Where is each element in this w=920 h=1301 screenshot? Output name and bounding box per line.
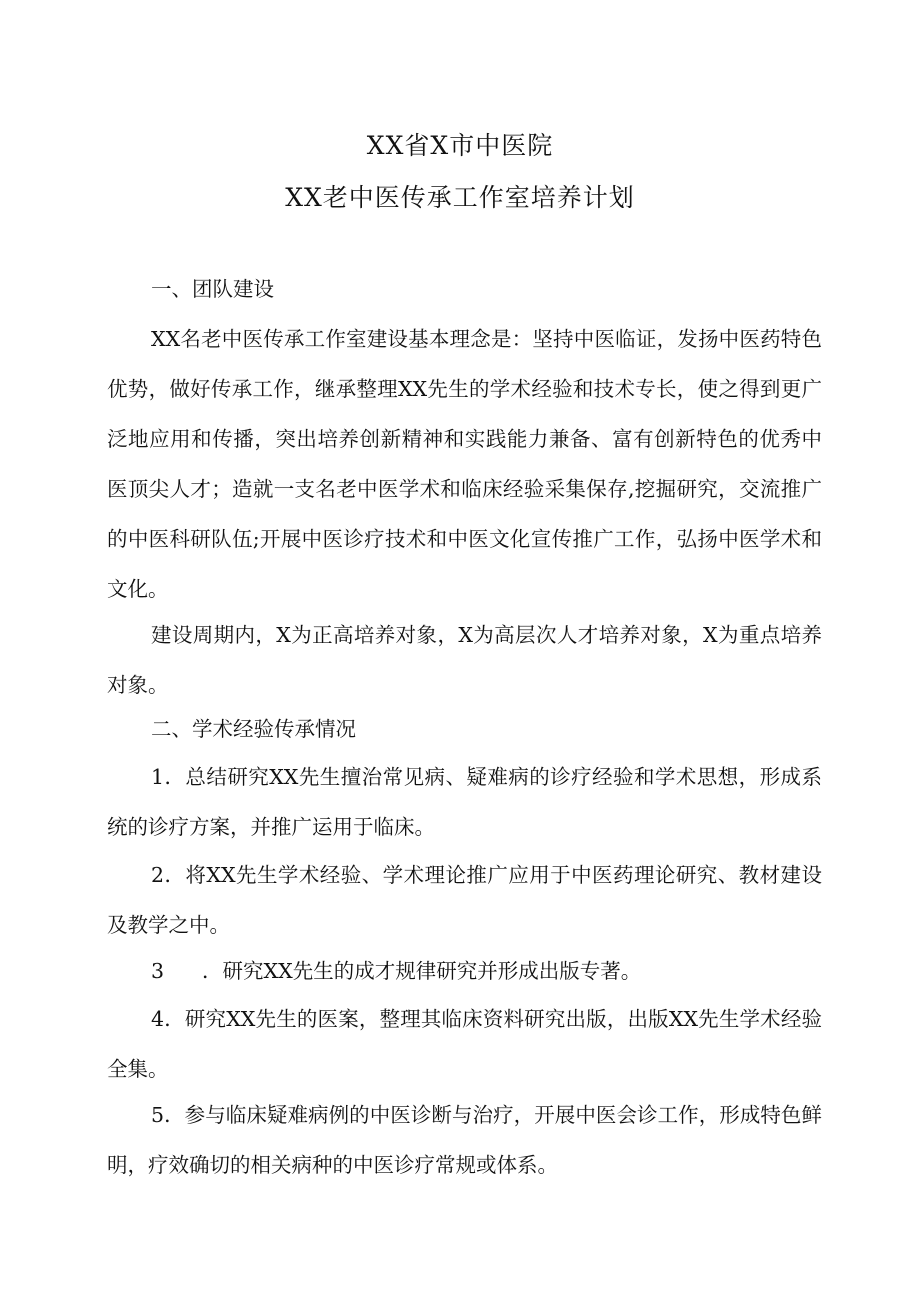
list-item — [107, 994, 822, 1094]
section-heading-team-building: 一、团队建设 — [151, 277, 274, 301]
list-item-text: ．参与临床疑难病例的中医诊断与治疗，开展中医会诊工作，形成特色鲜明，疗效确切的相关病种的中医诊疗常规或体系。 — [107, 1103, 822, 1177]
document-title-hospital: XX省X市中医院 — [366, 131, 554, 160]
list-item-number: 4 — [151, 1007, 165, 1031]
list-item-text: ．将XX先生学术经验、学术理论推广应用于中医药理论研究、教材建设及教学之中。 — [107, 863, 822, 937]
list-item-number: 2 — [151, 863, 165, 887]
paragraph-cultivation-targets: 建设周期内，X为正高培养对象，X为高层次人才培养对象，X为重点培养对象。 — [107, 623, 822, 697]
list-item — [107, 1090, 822, 1190]
list-item-number: 3 — [151, 959, 165, 983]
list-item-number: 5 — [151, 1103, 165, 1127]
list-item-text: ．研究XX先生的成才规律研究并形成出版专著。 — [202, 959, 642, 983]
list-item — [107, 752, 822, 852]
list-item-text: ．研究XX先生的医案，整理其临床资料研究出版，出版XX先生学术经验全集。 — [107, 1007, 822, 1081]
list-item — [107, 850, 822, 950]
list-item-number: 1 — [151, 765, 165, 789]
paragraph-philosophy: XX名老中医传承工作室建设基本理念是：坚持中医临证，发扬中医药特色优势，做好传承工作，继承整理XX先生的学术经验和技术专长，使之得到更广泛地应用和传播，突出培养创新精神和实践能力兼备、富有创新特色的优秀中医顶尖人才；造就一支名老中医学术和临床经验采集保存,挖掘研究，交流推广的中医科研队伍;开展中医诊疗技术和中医文化宣传推广工作，弘扬中医学术和文化。 — [107, 327, 822, 601]
list-item — [107, 946, 822, 996]
section-heading-academic-inheritance: 二、学术经验传承情况 — [151, 717, 356, 741]
list-item-text: ．总结研究XX先生擅治常见病、疑难病的诊疗经验和学术思想，形成系统的诊疗方案，并推广运用于临床。 — [107, 765, 822, 839]
document-title-plan: XX老中医传承工作室培养计划 — [285, 183, 635, 212]
